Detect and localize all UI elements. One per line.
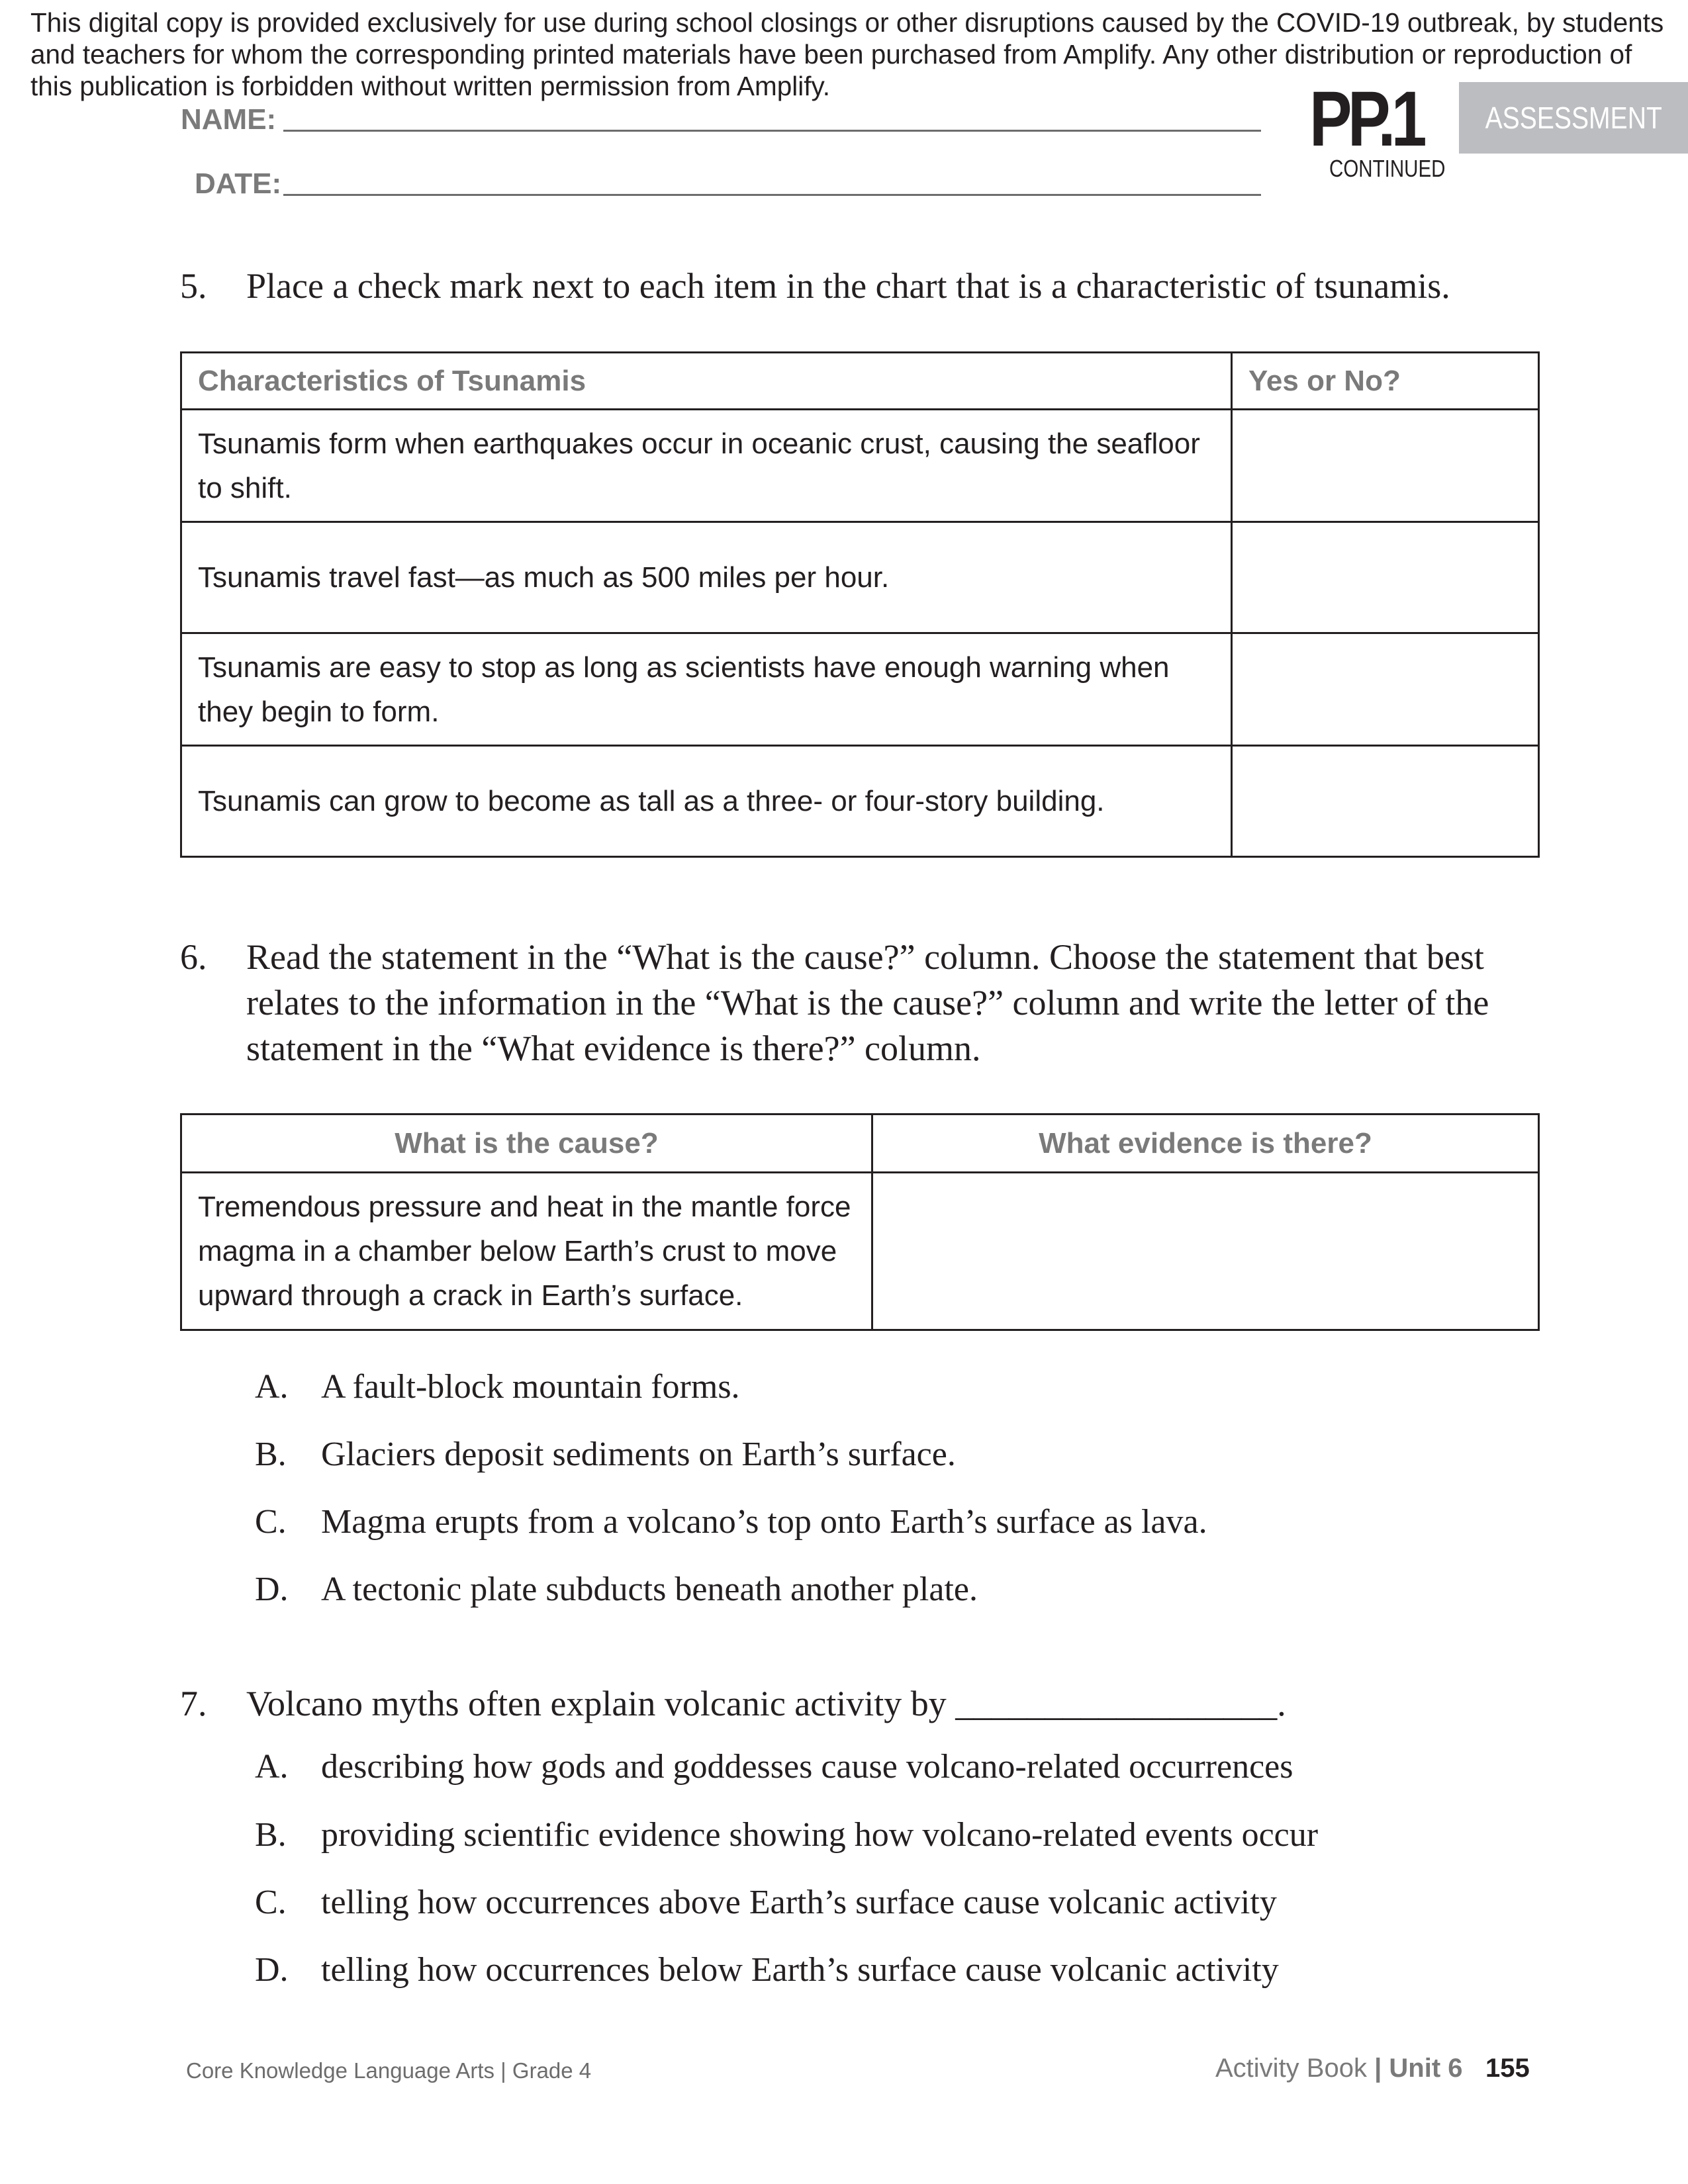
lesson-code: PP.1 xyxy=(1309,75,1423,163)
characteristic-cell: Tsunamis are easy to stop as long as scientists have enough warning when they begin to form. xyxy=(181,633,1232,746)
question-6 xyxy=(180,934,1537,1073)
column-header: What is the cause? xyxy=(181,1115,872,1173)
option-letter: C. xyxy=(255,1503,287,1541)
date-field[interactable] xyxy=(283,194,1261,196)
footer-separator: | xyxy=(1374,2054,1382,2083)
distribution-notice: This digital copy is provided exclusively for use during school closings or other disruptions caused by the COVID-19 outbreak, by students and teachers for whom the corresponding printed materials have been purchased from Amplify. Any other distribution or reproduction of this publication is forbidden without written permission from Amplify. xyxy=(30,7,1664,101)
characteristic-cell: Tsunamis can grow to become as tall as a three- or four-story building. xyxy=(181,746,1232,857)
question-number: 6. xyxy=(180,937,207,977)
assessment-badge-label: ASSESSMENT xyxy=(1485,101,1662,135)
question-prompt-text: Volcano myths often explain volcanic activity by xyxy=(246,1684,947,1723)
option-letter: A. xyxy=(255,1368,289,1406)
question-number: 5. xyxy=(180,266,207,306)
option-text: describing how gods and goddesses cause volcano-related occurrences xyxy=(321,1748,1293,1786)
column-header: Yes or No? xyxy=(1232,353,1539,410)
question-prompt: Place a check mark next to each item in the chart that is a characteristic of tsunamis. xyxy=(246,266,1450,306)
option-text: A fault-block mountain forms. xyxy=(321,1368,740,1406)
option-letter: C. xyxy=(255,1884,287,1921)
page-number: 155 xyxy=(1485,2054,1530,2083)
option-a xyxy=(255,1367,1513,1407)
table-header-row xyxy=(181,1115,1539,1173)
tsunami-characteristics-table xyxy=(180,351,1540,858)
column-header: What evidence is there? xyxy=(872,1115,1539,1173)
table-row xyxy=(181,410,1539,522)
date-label: DATE: xyxy=(195,167,282,200)
table-row xyxy=(181,633,1539,746)
yes-no-answer-cell[interactable] xyxy=(1232,746,1539,857)
option-text: telling how occurrences below Earth’s surface cause volcanic activity xyxy=(321,1951,1279,1989)
table-row xyxy=(181,1173,1539,1330)
option-c xyxy=(255,1502,1513,1542)
footer-book: Activity Book xyxy=(1215,2054,1367,2083)
option-a xyxy=(255,1747,1513,1787)
option-d xyxy=(255,1570,1513,1610)
option-letter: B. xyxy=(255,1435,287,1473)
characteristic-cell: Tsunamis travel fast—as much as 500 miles per hour. xyxy=(181,522,1232,633)
option-text: telling how occurrences above Earth’s surface cause volcanic activity xyxy=(321,1884,1277,1921)
table-header-row xyxy=(181,353,1539,410)
footer-series-label: Core Knowledge Language Arts | Grade 4 xyxy=(186,2058,592,2083)
table-row xyxy=(181,746,1539,857)
option-text: Magma erupts from a volcano’s top onto Earth’s surface as lava. xyxy=(321,1503,1207,1541)
footer-book-label xyxy=(1215,2054,1463,2083)
option-c xyxy=(255,1883,1513,1923)
question-7 xyxy=(180,1681,1537,1727)
column-header: Characteristics of Tsunamis xyxy=(181,353,1232,410)
option-letter: B. xyxy=(255,1816,287,1854)
question-prompt xyxy=(246,1681,1286,1727)
cause-evidence-table xyxy=(180,1113,1540,1331)
option-d xyxy=(255,1950,1513,1990)
option-text: Glaciers deposit sediments on Earth’s surface. xyxy=(321,1435,956,1473)
option-letter: D. xyxy=(255,1951,289,1989)
option-letter: D. xyxy=(255,1570,289,1608)
yes-no-answer-cell[interactable] xyxy=(1232,522,1539,633)
question-number: 7. xyxy=(180,1684,207,1723)
question-prompt: Read the statement in the “What is the cause?” column. Choose the statement that best relates to the information in the “What is the cause?” column and write the letter of the statement in the “What evidence is there?” column. xyxy=(246,937,1489,1068)
prompt-period: . xyxy=(1277,1684,1286,1723)
continued-label: CONTINUED xyxy=(1329,155,1446,182)
evidence-answer-cell[interactable] xyxy=(872,1173,1539,1330)
yes-no-answer-cell[interactable] xyxy=(1232,633,1539,746)
footer-unit: Unit 6 xyxy=(1389,2054,1463,2083)
answer-blank[interactable]: __________________ xyxy=(955,1684,1278,1723)
table-row xyxy=(181,522,1539,633)
name-field[interactable] xyxy=(283,130,1261,132)
name-label: NAME: xyxy=(181,103,277,136)
option-letter: A. xyxy=(255,1748,289,1786)
characteristic-cell: Tsunamis form when earthquakes occur in oceanic crust, causing the seafloor to shift. xyxy=(181,410,1232,522)
option-b xyxy=(255,1815,1513,1855)
assessment-badge xyxy=(1459,82,1688,154)
option-b xyxy=(255,1435,1513,1475)
option-text: providing scientific evidence showing how volcano-related events occur xyxy=(321,1816,1319,1854)
cause-cell: Tremendous pressure and heat in the mantle force magma in a chamber below Earth’s crust to move upward through a crack in Earth’s surface. xyxy=(181,1173,872,1330)
yes-no-answer-cell[interactable] xyxy=(1232,410,1539,522)
option-text: A tectonic plate subducts beneath another plate. xyxy=(321,1570,978,1608)
